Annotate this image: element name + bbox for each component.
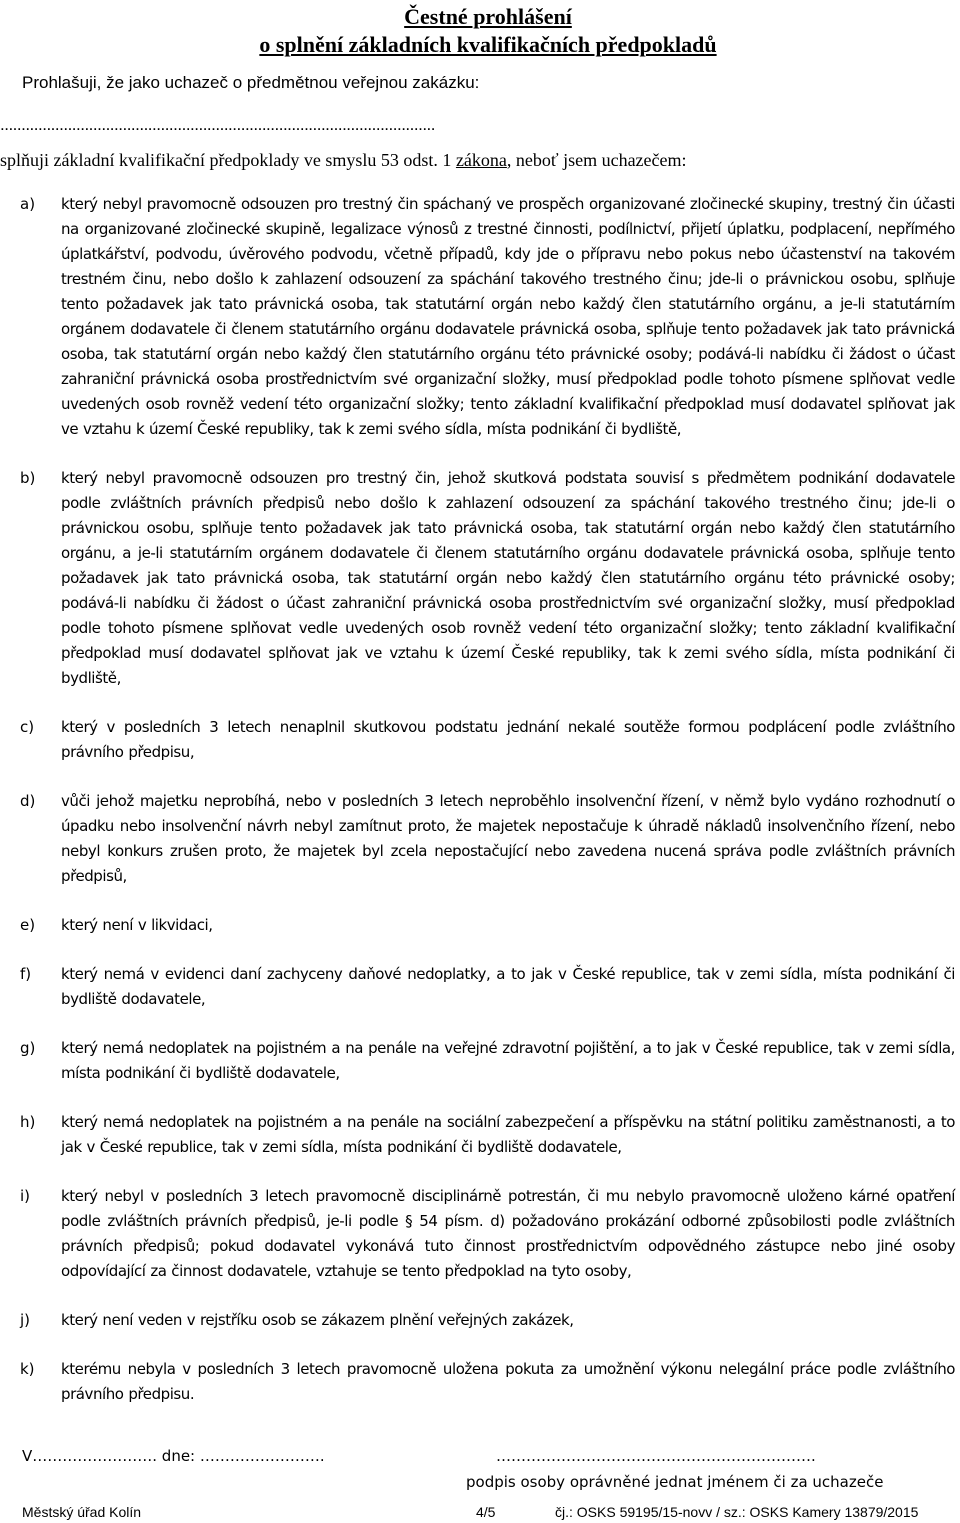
item-text: který nemá nedoplatek na pojistném a na penále na veřejné zdravotní pojištění, a to jak v České republice, tak v zemi sídla, místa podnikání či bydliště dodavatele, (61, 1039, 955, 1082)
footer-office: Městský úřad Kolín (22, 1504, 142, 1520)
item-marker: k) (20, 1360, 35, 1378)
signature-line: ………………………………………………………. (496, 1447, 816, 1465)
list-item (0, 1308, 960, 1333)
item-text: který nebyl pravomocně odsouzen pro trestný čin spáchaný ve prospěch organizované zločinecké skupiny, trestný čin účasti na organizované zločinecké skupině, legalizace výnosů z trestné činnosti, podílnictví, přijetí úplatku, podplacení, nepřímého úplatkářství, podvodu, úvěrového podvodu, včetně případů, kdy jde o přípravu nebo pokus nebo účastenství na takovém trestném činu, nebo došlo k zahlazení odsouzení za spáchání takového trestného činu; jde-li o právnickou osobu, splňuje tento požadavek jak tato právnická osoba, tak statutární orgán nebo každý člen statutárního orgánu, a je-li statutárním orgánem dodavatele či členem statutárního orgánu dodavatele právnická osoba, splňuje tento požadavek jak tato právnická osoba, tak statutární orgán nebo každý člen statutárního orgánu této právnické osoby; podává-li nabídku či žádost o účast zahraniční právnická osoba prostřednictvím své organizační složky, musí předpoklad podle tohoto písmene splňovat vedle uvedených osob rovněž vedení této organizační složky; tento základní kvalifikační předpoklad musí dodavatel splňovat jak ve vztahu k území České republiky, tak k zemi svého sídla, místa podnikání či bydliště, (61, 195, 955, 438)
document-title: Čestné prohlášení (404, 4, 572, 29)
law-link[interactable]: zákona (455, 150, 507, 170)
conditions-list (0, 192, 960, 1431)
item-text: který není v likvidaci, (61, 916, 213, 934)
list-item (0, 913, 960, 938)
qualification-suffix: , neboť jsem uchazečem: (506, 150, 687, 170)
list-item (0, 715, 960, 765)
list-item (0, 789, 960, 889)
document-subtitle: o splnění základních kvalifikačních předpokladů (259, 32, 717, 57)
item-marker: d) (20, 792, 36, 810)
item-text: kterému nebyla v posledních 3 letech pravomocně uložena pokuta za umožnění výkonu nelegální práce podle zvláštního právního předpisu. (61, 1360, 955, 1403)
item-marker: a) (20, 195, 36, 213)
tender-name-blank: ....................................................................................................... (0, 115, 435, 134)
item-text: který nebyl v posledních 3 letech pravomocně disciplinárně potrestán, či mu nebylo pravomocně uloženo kárné opatření podle zvláštních právních předpisů, je-li podle § 54 písm. d) požadováno prokázání odborné způsobilosti podle zvláštních právních předpisů; pokud dodavatel vykonává tuto činnost prostřednictvím odpovědného zástupce nebo jiné osoby odpovídající za činnost dodavatele, vztahuje se tento předpoklad na tyto osoby, (61, 1187, 955, 1280)
item-marker: b) (20, 469, 36, 487)
item-marker: j) (20, 1311, 31, 1329)
qualification-prefix: splňuji základní kvalifikační předpoklady ve smyslu 53 odst. 1 (0, 150, 456, 170)
qualification-statement (0, 150, 687, 171)
item-marker: h) (20, 1113, 36, 1131)
item-marker: c) (20, 718, 35, 736)
signature-label: podpis osoby oprávněné jednat jménem či za uchazeče (466, 1473, 884, 1491)
list-item (0, 1184, 960, 1284)
list-item (0, 466, 960, 691)
item-marker: g) (20, 1039, 36, 1057)
intro-statement: Prohlašuji, že jako uchazeč o předmětnou veřejnou zakázku: (22, 73, 480, 92)
list-item (0, 1036, 960, 1086)
item-text: který nemá nedoplatek na pojistném a na penále na sociální zabezpečení a příspěvku na státní politiku zaměstnanosti, a to jak v České republice, tak v zemi sídla, místa podnikání či bydliště dodavatele, (61, 1113, 955, 1156)
list-item (0, 1110, 960, 1160)
item-text: který v posledních 3 letech nenaplnil skutkovou podstatu jednání nekalé soutěže formou podplácení podle zvláštního právního předpisu, (61, 718, 955, 761)
item-text: který není veden v rejstříku osob se zákazem plnění veřejných zakázek, (61, 1311, 574, 1329)
item-text: který nebyl pravomocně odsouzen pro trestný čin, jehož skutková podstata souvisí s předmětem podnikání dodavatele podle zvláštních právních předpisů nebo došlo k zahlazení odsouzení za spáchání takového trestného činu; jde-li o právnickou osobu, splňuje tento požadavek jak tato právnická osoba, tak statutární orgán nebo každý člen statutárního orgánu, a je-li statutárním orgánem dodavatele či členem statutárního orgánu dodavatele právnická osoba, splňuje tento požadavek jak tato právnická osoba, tak statutární orgán nebo každý člen statutárního orgánu této právnické osoby; podává-li nabídku či žádost o účast zahraniční právnická osoba prostřednictvím své organizační složky, musí předpoklad podle tohoto písmene splňovat vedle uvedených osob rovněž vedení této organizační složky; tento základní kvalifikační předpoklad musí dodavatel splňovat jak ve vztahu k území České republiky, tak k zemi svého sídla, místa podnikání či bydliště, (61, 469, 955, 687)
item-text: vůči jehož majetku neprobíhá, nebo v posledních 3 letech neproběhlo insolvenční řízení, v němž bylo vydáno rozhodnutí o úpadku nebo insolvenční návrh nebyl zamítnut proto, že majetek nepostačuje k úhradě nákladů insolvenčního řízení, nebo nebyl konkurs zrušen proto, že majetek byl zcela nepostačující nebo zavedena nucená správa podle zvláštních právních předpisů, (61, 792, 955, 885)
item-marker: i) (20, 1187, 31, 1205)
footer-page-number: 4/5 (476, 1504, 496, 1520)
list-item (0, 192, 960, 442)
item-marker: e) (20, 916, 36, 934)
item-marker: f) (20, 965, 32, 983)
place-date-field: V……………………. dne: ……………………. (22, 1447, 325, 1465)
list-item (0, 1357, 960, 1407)
footer-reference: čj.: OSKS 59195/15-novv / sz.: OSKS Kamery 13879/2015 (555, 1504, 919, 1520)
list-item (0, 962, 960, 1012)
item-text: který nemá v evidenci daní zachyceny daňové nedoplatky, a to jak v České republice, tak v zemi sídla, místa podnikání či bydliště dodavatele, (61, 965, 955, 1008)
